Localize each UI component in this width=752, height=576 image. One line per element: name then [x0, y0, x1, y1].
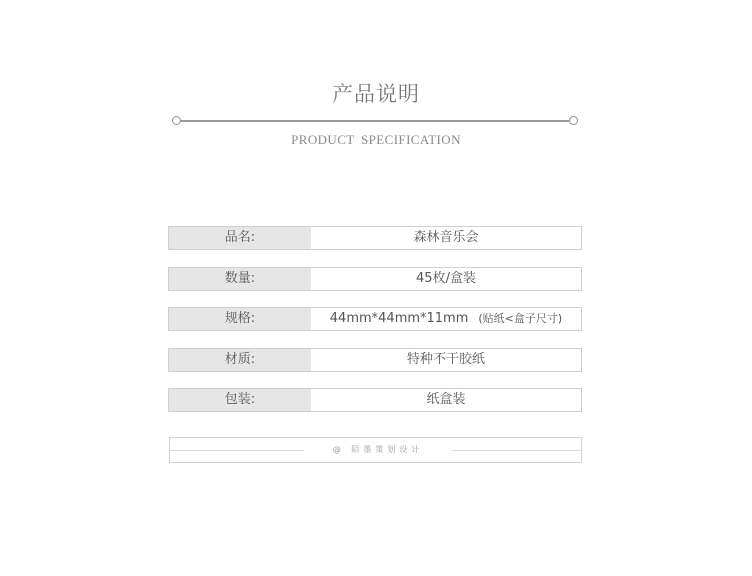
spec-value	[311, 308, 581, 330]
footer-credit: @ 陌墨策划设计	[304, 443, 452, 457]
divider-line	[181, 120, 569, 122]
divider-dot-right-icon	[569, 116, 578, 125]
spec-label: 规格:	[169, 308, 311, 330]
spec-value	[311, 227, 581, 249]
spec-value-text: 森林音乐会	[413, 230, 479, 245]
spec-row-size	[168, 307, 582, 331]
spec-label: 品名:	[169, 227, 311, 249]
spec-value-text: 纸盒装	[426, 392, 466, 407]
page-title-en: PRODUCT SPECIFICATION	[291, 132, 461, 147]
page-title-cn: 产品说明	[332, 82, 420, 106]
spec-row-material	[168, 348, 582, 372]
spec-label: 数量:	[169, 268, 311, 290]
spec-value-text: 44mm*44mm*11mm	[329, 311, 469, 326]
spec-label: 材质:	[169, 349, 311, 371]
spec-row-name	[168, 226, 582, 250]
spec-value-text: 45枚/盒装	[416, 271, 476, 286]
footer-credit-box	[169, 437, 582, 463]
spec-value-text: 特种不干胶纸	[406, 352, 485, 367]
title-divider	[172, 115, 578, 127]
spec-row-quantity	[168, 267, 582, 291]
spec-label: 包装:	[169, 389, 311, 411]
spec-value-note: (贴纸<盒子尺寸)	[478, 312, 563, 325]
spec-value	[311, 268, 581, 290]
spec-value	[311, 389, 581, 411]
spec-row-packaging	[168, 388, 582, 412]
divider-dot-left-icon	[172, 116, 181, 125]
spec-value	[311, 349, 581, 371]
